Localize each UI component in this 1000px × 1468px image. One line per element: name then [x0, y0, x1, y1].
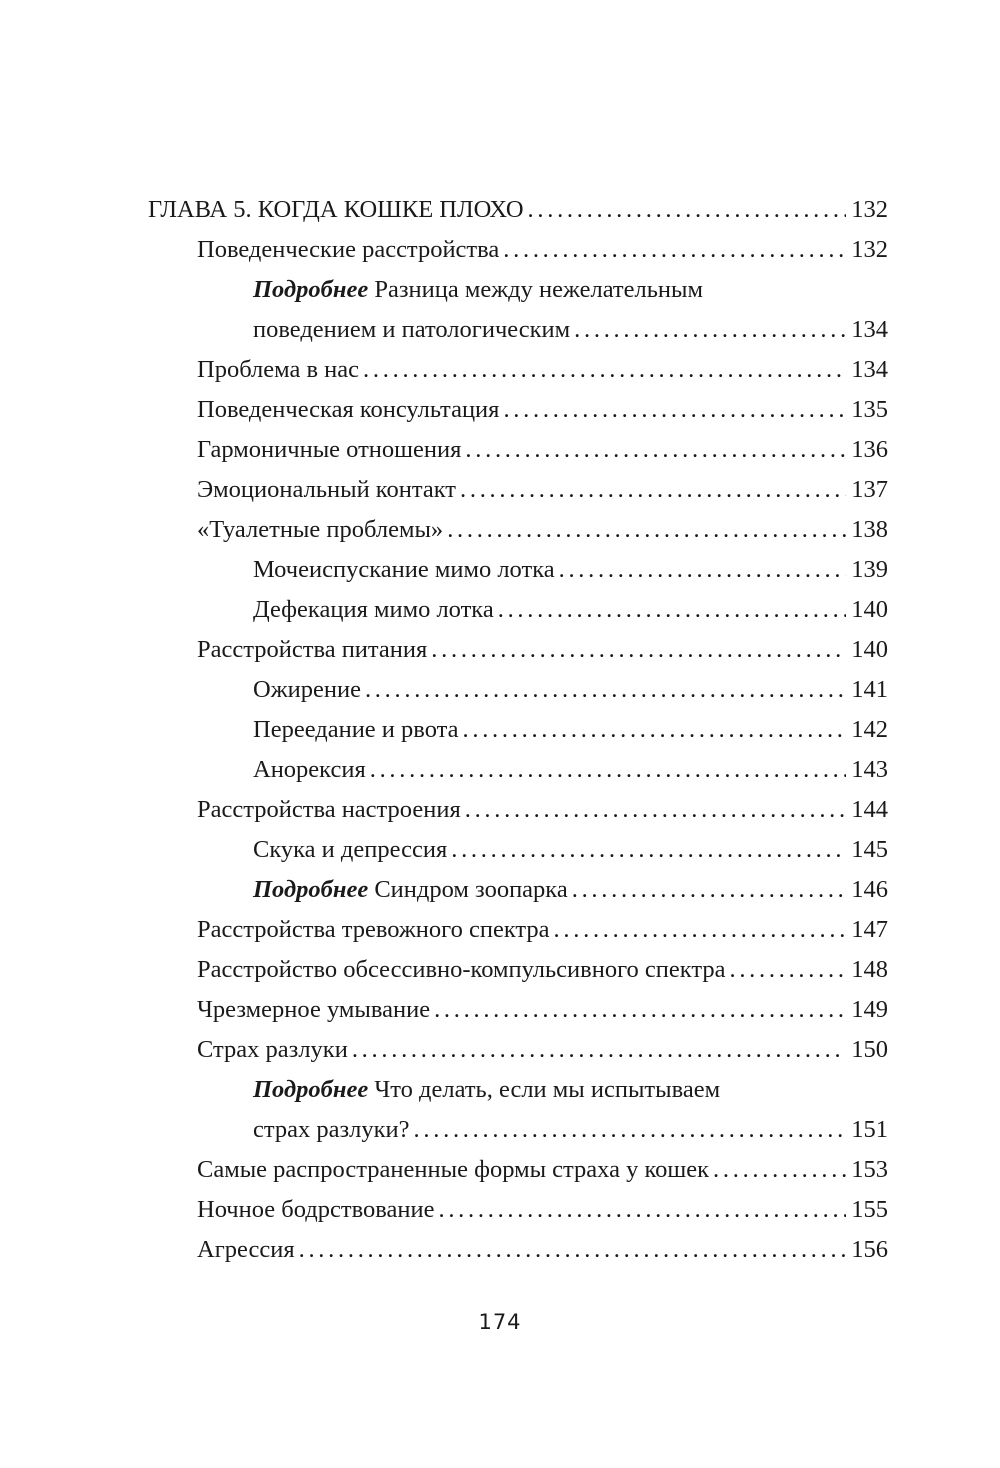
toc-entry-prefix: Подробнее: [253, 276, 369, 303]
toc-entry-title: [253, 830, 447, 870]
toc-entry-page: 137: [851, 476, 888, 503]
toc-entry: [0, 910, 1000, 950]
toc-entry-title: [197, 230, 499, 270]
toc-entry-title: [253, 550, 555, 590]
toc-entry: [0, 830, 1000, 870]
toc-entry-title: [197, 790, 461, 830]
toc-entry-title: [197, 470, 456, 510]
toc-entry-line: [197, 910, 888, 950]
toc-leader-dots: [465, 790, 846, 830]
toc-entry-line: [253, 590, 888, 630]
toc-entry-page: 143: [851, 756, 888, 783]
toc-leader-dots: [299, 1230, 846, 1270]
toc-leader-dots: [503, 390, 846, 430]
toc-entry-text: поведением и патологическим: [253, 316, 571, 343]
toc-entry-line: [197, 1030, 888, 1070]
toc-entry-page: 140: [851, 636, 888, 663]
toc-leader-dots: [572, 870, 846, 910]
toc-entry-text: Расстройства тревожного спектра: [197, 916, 550, 943]
toc-entry-page: 132: [851, 196, 888, 223]
toc-entry-line: [197, 990, 888, 1030]
toc-entry-text: Страх разлуки: [197, 1036, 348, 1063]
toc-entry-text: Самые распространенные формы страха у кошек: [197, 1156, 710, 1183]
toc-leader-dots: [528, 190, 846, 230]
toc-leader-dots: [554, 910, 846, 950]
toc-entry-text: Агрессия: [197, 1236, 295, 1263]
toc-entry-page: 156: [851, 1236, 888, 1263]
toc-entry-title: [253, 270, 703, 310]
toc-leader-dots: [370, 750, 846, 790]
toc-leader-dots: [460, 470, 846, 510]
toc-leader-dots: [498, 590, 846, 630]
toc-entry-line: [253, 310, 888, 350]
toc-entry-text: Поведенческая консультация: [197, 396, 500, 423]
toc-entry: [0, 310, 1000, 350]
toc-entry: [0, 470, 1000, 510]
toc-entry-page: 150: [851, 1036, 888, 1063]
toc-entry-title: [197, 910, 550, 950]
toc-entry-text: Поведенческие расстройства: [197, 236, 500, 263]
toc-entry-title: [253, 750, 366, 790]
toc-entry-page: 141: [851, 676, 888, 703]
toc-leader-dots: [431, 630, 846, 670]
toc-entry-text: Разница между нежелательным: [368, 276, 703, 303]
toc-entry-title: [253, 710, 459, 750]
toc-entry: [0, 990, 1000, 1030]
toc-entry-page: 147: [851, 916, 888, 943]
toc-entry-line: [253, 750, 888, 790]
toc-entry-text: Переедание и рвота: [253, 716, 459, 743]
toc-entry-title: [253, 670, 361, 710]
toc-leader-dots: [574, 310, 846, 350]
toc-entry-page: 140: [851, 596, 888, 623]
toc-entry-line: [253, 1110, 888, 1150]
toc-entry-title: [197, 1030, 348, 1070]
toc-entry: [0, 950, 1000, 990]
toc-entry: [0, 670, 1000, 710]
toc-entry-title: [253, 870, 568, 910]
toc-entry-line: [253, 670, 888, 710]
toc-entry: [0, 430, 1000, 470]
toc-entry-text: «Туалетные проблемы»: [197, 516, 444, 543]
toc-entry-title: [197, 1150, 709, 1190]
toc-leader-dots: [414, 1110, 846, 1150]
toc-entry-text: Эмоциональный контакт: [197, 476, 456, 503]
table-of-contents: [0, 190, 1000, 1270]
toc-entry: [0, 230, 1000, 270]
toc-entry: [0, 1230, 1000, 1270]
toc-entry-page: 135: [851, 396, 888, 423]
toc-entry-page: 142: [851, 716, 888, 743]
toc-entry-text: Гармоничные отношения: [197, 436, 462, 463]
toc-entry-title: [253, 590, 494, 630]
toc-entry-prefix: Подробнее: [253, 876, 369, 903]
toc-entry-text: Что делать, если мы испытываем: [368, 1076, 721, 1103]
toc-entry-page: 134: [851, 316, 888, 343]
toc-entry-page: 153: [851, 1156, 888, 1183]
toc-entry-title: [197, 350, 359, 390]
toc-entry-line: [197, 510, 888, 550]
toc-entry-line: [197, 1150, 888, 1190]
toc-entry-line: [253, 710, 888, 750]
toc-entry-page: 144: [851, 796, 888, 823]
toc-entry: [0, 510, 1000, 550]
toc-entry-line: [148, 190, 888, 230]
toc-entry: [0, 550, 1000, 590]
toc-entry-title: [197, 430, 461, 470]
toc-entry-title: [197, 510, 443, 550]
toc-entry-page: 139: [851, 556, 888, 583]
toc-leader-dots: [503, 230, 846, 270]
toc-entry-page: 136: [851, 436, 888, 463]
toc-entry-line: [197, 350, 888, 390]
toc-entry-text: страх разлуки?: [253, 1116, 410, 1143]
toc-entry-text: Расстройства питания: [197, 636, 428, 663]
toc-leader-dots: [451, 830, 846, 870]
toc-leader-dots: [365, 670, 846, 710]
toc-entry-line: [197, 470, 888, 510]
toc-entry: [0, 1190, 1000, 1230]
toc-leader-dots: [363, 350, 846, 390]
toc-entry-page: 155: [851, 1196, 888, 1223]
toc-leader-dots: [729, 950, 846, 990]
toc-entry-line: [253, 870, 888, 910]
toc-entry: [0, 190, 1000, 230]
toc-entry: [0, 710, 1000, 750]
toc-entry: [0, 270, 1000, 310]
toc-leader-dots: [463, 710, 847, 750]
toc-entry-line: [197, 1190, 888, 1230]
toc-entry-line: [253, 830, 888, 870]
toc-entry-title: [148, 190, 524, 230]
toc-entry: [0, 1150, 1000, 1190]
toc-entry-line: [253, 270, 888, 310]
toc-entry-title: [197, 990, 430, 1030]
toc-entry-page: 134: [851, 356, 888, 383]
toc-entry: [0, 750, 1000, 790]
toc-entry-text: Ожирение: [253, 676, 361, 703]
toc-entry-page: 146: [851, 876, 888, 903]
toc-entry-title: [197, 1190, 434, 1230]
toc-entry-line: [253, 550, 888, 590]
toc-entry-text: Расстройство обсессивно-компульсивного спектра: [197, 956, 726, 983]
toc-entry-line: [197, 390, 888, 430]
toc-entry-line: [197, 1230, 888, 1270]
toc-entry-text: Дефекация мимо лотка: [253, 596, 494, 623]
toc-entry-prefix: Подробнее: [253, 1076, 369, 1103]
toc-leader-dots: [352, 1030, 846, 1070]
toc-entry: [0, 390, 1000, 430]
toc-entry-page: 148: [851, 956, 888, 983]
toc-entry-line: [197, 790, 888, 830]
toc-leader-dots: [447, 510, 846, 550]
toc-leader-dots: [713, 1150, 846, 1190]
toc-entry: [0, 590, 1000, 630]
toc-entry: [0, 790, 1000, 830]
toc-leader-dots: [434, 990, 846, 1030]
toc-entry-page: 138: [851, 516, 888, 543]
toc-entry-text: Мочеиспускание мимо лотка: [253, 556, 555, 583]
toc-entry-title: [197, 630, 427, 670]
toc-entry-text: Проблема в нас: [197, 356, 360, 383]
toc-entry-title: [197, 950, 725, 990]
toc-leader-dots: [465, 430, 846, 470]
toc-entry-page: 149: [851, 996, 888, 1023]
toc-entry-text: Ночное бодрствование: [197, 1196, 435, 1223]
toc-entry-title: [197, 1230, 295, 1270]
toc-leader-dots: [438, 1190, 846, 1230]
toc-entry-text: Скука и депрессия: [253, 836, 448, 863]
toc-entry-title: [253, 1070, 720, 1110]
toc-entry-title: [253, 1110, 410, 1150]
toc-entry: [0, 1070, 1000, 1110]
toc-entry-text: Чрезмерное умывание: [197, 996, 431, 1023]
toc-entry-title: [253, 310, 570, 350]
toc-entry-text: Синдром зоопарка: [368, 876, 568, 903]
toc-entry-text: ГЛАВА 5. КОГДА КОШКЕ ПЛОХО: [148, 196, 524, 223]
toc-entry-text: Анорексия: [253, 756, 366, 783]
toc-entry-line: [197, 230, 888, 270]
page-number: 174: [478, 1310, 522, 1334]
toc-entry-line: [197, 950, 888, 990]
toc-entry-text: Расстройства настроения: [197, 796, 461, 823]
toc-entry: [0, 630, 1000, 670]
toc-entry-page: 132: [851, 236, 888, 263]
toc-entry: [0, 1110, 1000, 1150]
toc-entry: [0, 1030, 1000, 1070]
toc-entry-line: [197, 630, 888, 670]
toc-entry-page: 151: [851, 1116, 888, 1143]
toc-entry-page: 145: [851, 836, 888, 863]
toc-entry-line: [253, 1070, 888, 1110]
toc-leader-dots: [559, 550, 846, 590]
toc-entry-title: [197, 390, 499, 430]
toc-entry: [0, 350, 1000, 390]
toc-entry-line: [197, 430, 888, 470]
toc-entry: [0, 870, 1000, 910]
